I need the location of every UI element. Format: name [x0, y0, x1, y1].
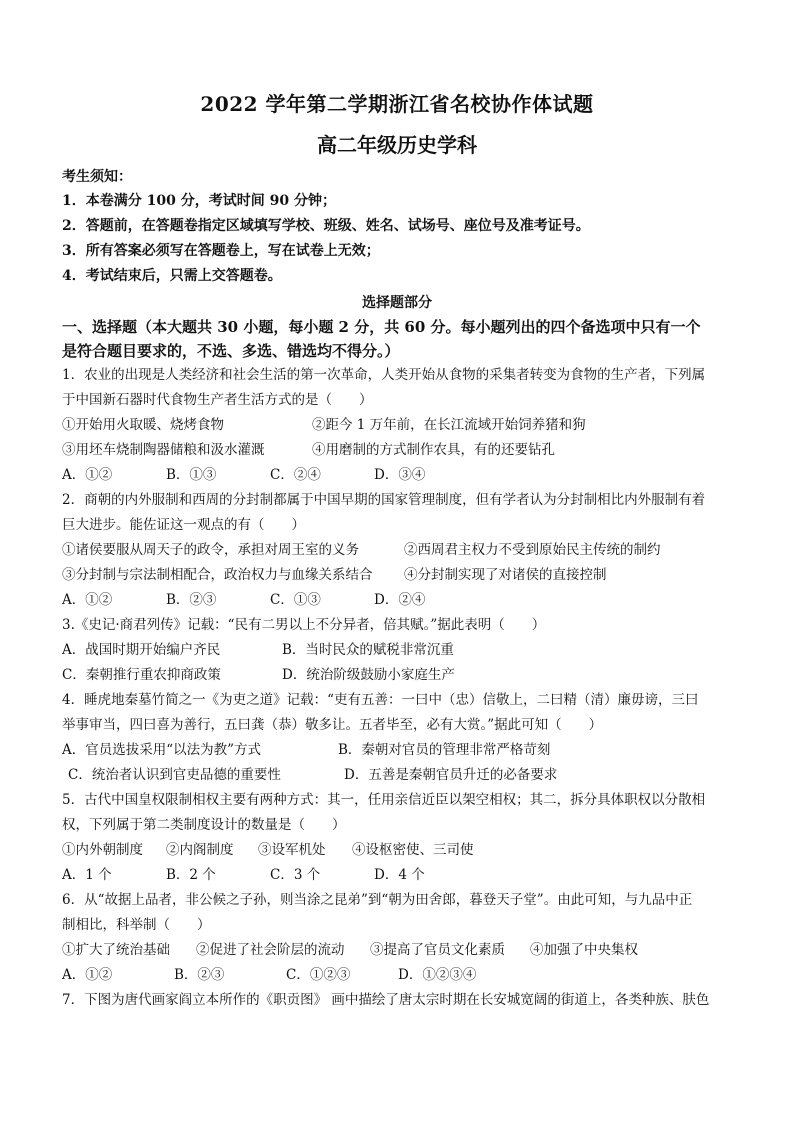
- answer-choices: [62, 463, 732, 488]
- exam-page: [62, 90, 732, 1013]
- choice-b[interactable]: B．当时民众的赋税非常沉重: [282, 642, 454, 658]
- choice-c[interactable]: C．秦朝推行重农抑商政策: [62, 667, 221, 683]
- question-stem: 6．从“故据上品者，非公候之子孙，则当涂之昆弟”到“朝为田舍郎，暮登天子堂”。由此可知，与九品中正: [62, 892, 693, 908]
- choice-c[interactable]: C．3 个: [270, 867, 321, 883]
- question-stem: 制相比，科举制（ ）: [62, 917, 211, 933]
- notice-item: 2．答题前，在答题卷指定区域填写学校、班级、姓名、试场号、座位号及准考证号。: [62, 218, 590, 234]
- question-item: ③提高了官员文化素质: [370, 942, 505, 958]
- choice-a[interactable]: A．1 个: [62, 867, 112, 883]
- choice-d[interactable]: D．4 个: [374, 867, 425, 883]
- choice-a[interactable]: A．官员选拔采用“以法为教”方式: [62, 742, 262, 758]
- question-item: ①扩大了统治基础: [62, 942, 170, 958]
- question-item: ③设军机处: [258, 842, 326, 858]
- answer-choices: [62, 663, 732, 688]
- question-stem: 权，下列属于第二类制度设计的数量是（ ）: [62, 817, 346, 833]
- question-stem: 举事审当，四曰喜为善行，五曰龚（恭）敬多让。五者毕至，必有大赏。”据此可知（ ）: [62, 717, 603, 733]
- part-instruction: 一、选择题（本大题共 30 小题，每小题 2 分，共 60 分。每小题列出的四个备选项中只有一个: [62, 318, 701, 336]
- choice-b[interactable]: B．①③: [166, 467, 217, 483]
- section-title: 选择题部分: [362, 295, 432, 311]
- question-items-row: [62, 413, 732, 438]
- choice-b[interactable]: B．2 个: [166, 867, 216, 883]
- question-stem: 1．农业的出现是人类经济和社会生活的第一次革命，人类开始从食物的采集者转变为食物的生产者，下列属: [62, 367, 706, 383]
- question-item: ③分封制与宗法制相配合，政治权力与血缘关系结合: [62, 567, 373, 583]
- notice-heading: 考生须知：: [62, 169, 132, 185]
- question-item: ①诸侯要服从周天子的政令，承担对周王室的义务: [62, 542, 359, 558]
- choice-d[interactable]: D．①②③④: [398, 967, 477, 983]
- question-item: ①开始用火取暖、烧烤食物: [62, 417, 224, 433]
- question-item: ④分封制实现了对诸侯的直接控制: [404, 567, 607, 583]
- question-items-row: [62, 538, 732, 563]
- question-items-row: [62, 563, 732, 588]
- answer-choices: [62, 738, 732, 763]
- choice-c[interactable]: C．②④: [270, 467, 321, 483]
- notice-item: 1．本卷满分 100 分，考试时间 90 分钟；: [62, 193, 336, 209]
- answer-choices: [62, 588, 732, 613]
- question-stem: 于中国新石器时代食物生产者生活方式的是（ ）: [62, 392, 373, 408]
- question-items-row: [62, 838, 732, 863]
- question-item: ④设枢密使、三司使: [352, 842, 474, 858]
- choice-d[interactable]: D．统治阶级鼓励小家庭生产: [282, 667, 455, 683]
- question-item: ①内外朝制度: [62, 842, 143, 858]
- choice-d[interactable]: D．五善是秦朝官员升迁的必备要求: [344, 767, 558, 783]
- question-stem: 7．下图为唐代画家阎立本所作的《职贡图》 画中描绘了唐太宗时期在长安城宽阔的街道上，各类种族、肤色: [62, 992, 710, 1008]
- choice-a[interactable]: A．①②: [62, 592, 113, 608]
- answer-choices: [62, 763, 732, 788]
- choice-a[interactable]: A．战国时期开始编户齐民: [62, 642, 221, 658]
- question-items-row: [62, 938, 732, 963]
- choice-d[interactable]: D．②④: [374, 592, 426, 608]
- choice-c[interactable]: C．①③: [270, 592, 321, 608]
- notice-item: 4．考试结束后，只需上交答题卷。: [62, 268, 282, 284]
- choice-b[interactable]: B．②③: [174, 967, 225, 983]
- question-item: ②距今 1 万年前，在长江流域开始饲养猪和狗: [312, 417, 586, 433]
- question-stem: 3.《史记·商君列传》记载：“民有二男以上不分异者，倍其赋。”据此表明（ ）: [62, 617, 546, 633]
- question-items-row: [62, 438, 732, 463]
- question-item: ④加强了中央集权: [530, 942, 638, 958]
- choice-d[interactable]: D．③④: [374, 467, 426, 483]
- question-item: ②西周君主权力不受到原始民主传统的制约: [404, 542, 661, 558]
- notice-item: 3．所有答案必须写在答题卷上，写在试卷上无效；: [62, 243, 380, 259]
- choice-c[interactable]: C．①②③: [286, 967, 351, 983]
- question-item: ③用坯车烧制陶器储粮和汲水灌溉: [62, 442, 265, 458]
- choice-a[interactable]: A．①②: [62, 967, 113, 983]
- exam-subtitle: 高二年级历史学科: [317, 133, 477, 157]
- choice-b[interactable]: B．②③: [166, 592, 217, 608]
- choice-a[interactable]: A．①②: [62, 467, 113, 483]
- answer-choices: [62, 863, 732, 888]
- question-item: ②内阁制度: [166, 842, 234, 858]
- answer-choices: [62, 638, 732, 663]
- exam-title: 2022 学年第二学期浙江省名校协作体试题: [200, 92, 594, 116]
- question-item: ②促进了社会阶层的流动: [196, 942, 345, 958]
- question-stem: 5．古代中国皇权限制相权主要有两种方式：其一，任用亲信近臣以架空相权；其二，拆分具体职权以分散相: [62, 792, 706, 808]
- question-stem: 4．睡虎地秦墓竹简之一《为吏之道》记载：“吏有五善：一曰中（忠）信敬上，二曰精（清）廉毋谤，三曰: [62, 692, 699, 708]
- question-item: ④用磨制的方式制作农具，有的还要钻孔: [312, 442, 555, 458]
- part-instruction: 是符合题目要求的，不选、多选、错选均不得分。）: [62, 342, 400, 360]
- choice-b[interactable]: B．秦朝对官员的管理非常严格苛刻: [338, 742, 551, 758]
- question-stem: 巨大进步。能佐证这一观点的有（ ）: [62, 517, 305, 533]
- question-stem: 2．商朝的内外服制和西周的分封制都属于中国早期的国家管理制度，但有学者认为分封制相比内外服制有着: [62, 492, 706, 508]
- choice-c[interactable]: C．统治者认识到官吏品德的重要性: [68, 767, 281, 783]
- answer-choices: [62, 963, 732, 988]
